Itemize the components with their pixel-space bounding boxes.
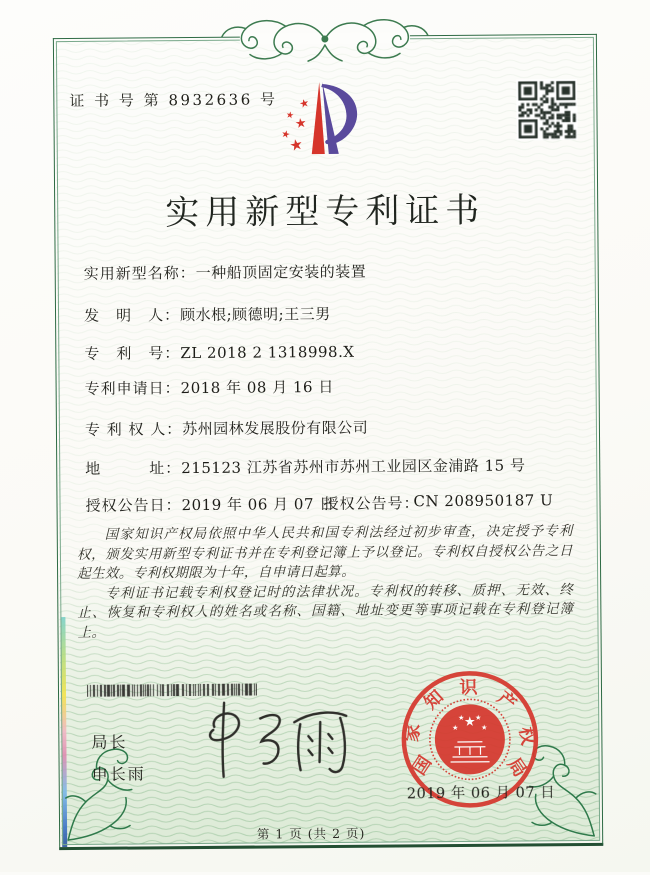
legal-text — [77, 522, 574, 643]
legal-paragraph-2: 专利证书记载专利权登记时的法律状况。专利权的转移、质押、无效、终止、恢复和专利权人的姓名或名称、国籍、地址变更等事项记载在专利登记簿上。 — [77, 581, 574, 641]
field-row-inventors — [84, 301, 570, 326]
field-label: 发 明 人： — [83, 306, 181, 325]
grant-number-label: 授权公告号： — [323, 494, 420, 514]
seal-char: 产 — [492, 687, 521, 715]
seal-char: 识 — [459, 677, 478, 699]
field-value: 一种船顶固定安装的装置 — [195, 262, 367, 283]
field-value: 顾水根;顾德明;王三男 — [179, 304, 331, 325]
grant-date-label: 授权公告日： — [85, 496, 182, 515]
field-value: ZL 2018 2 1318998.X — [180, 342, 355, 363]
field-row-patent-number — [84, 339, 570, 364]
svg-text:★: ★ — [297, 96, 311, 112]
svg-text:★: ★ — [458, 713, 465, 722]
signer-title: 局长 — [91, 732, 128, 752]
seal-char: 权 — [514, 725, 539, 747]
signer-name: 申长雨 — [91, 764, 146, 784]
seal-char: 家 — [401, 722, 425, 743]
field-label: 实用新型名称： — [83, 264, 196, 283]
field-value: 苏州园林发展股份有限公司 — [182, 418, 369, 439]
top-border-ornament — [212, 11, 438, 69]
signature-shen-changyu-icon — [194, 692, 355, 785]
svg-text:★: ★ — [293, 115, 308, 133]
seal-char: 局 — [503, 754, 531, 781]
field-row-invention-name — [84, 259, 570, 284]
field-row-address — [85, 454, 571, 479]
grant-number-value: CN 208950187 U — [413, 491, 554, 511]
field-value: 2018 年 08 月 16 日 — [180, 377, 334, 398]
svg-text:★: ★ — [284, 110, 295, 122]
legal-paragraph-1: 国家知识产权局依照中华人民共和国专利法经过初步审查，决定授予专利权，颁发实用新型专利证书并在专利登记簿上予以登记。专利权自授权公告之日起生效。专利权期限为十年，自申请日起算。 — [76, 523, 573, 582]
svg-text:★: ★ — [463, 714, 476, 730]
cnipa-logo-icon — [275, 76, 371, 162]
field-label: 地 址： — [85, 459, 182, 478]
field-value: 215123 江苏省苏州市苏州工业园区金浦路 15 号 — [181, 456, 526, 478]
seal-date: 2019 年 06 月 07 日 — [406, 785, 556, 803]
field-label: 专 利 号： — [84, 344, 181, 363]
field-label: 专 利 权 人： — [84, 420, 183, 439]
svg-text:★: ★ — [452, 723, 459, 733]
field-row-patentee — [85, 415, 571, 440]
certificate-title: 实用新型专利证书 — [165, 190, 486, 234]
field-row-grant — [85, 491, 571, 516]
seal-char: 国 — [408, 752, 437, 780]
certificate-number: 证 书 号 第 8932636 号 — [69, 90, 278, 110]
page-number: 第 1 页 (共 2 页) — [256, 825, 366, 842]
qr-code — [516, 79, 577, 140]
field-row-filing-date — [85, 374, 571, 399]
grant-date-value: 2019 年 06 月 07 日 — [181, 494, 335, 515]
seal-char: 知 — [420, 686, 448, 714]
svg-text:★: ★ — [287, 134, 305, 156]
svg-text:★: ★ — [279, 128, 292, 142]
svg-text:★: ★ — [475, 713, 482, 722]
svg-text:★: ★ — [481, 723, 488, 732]
field-label: 专利申请日： — [84, 379, 181, 398]
